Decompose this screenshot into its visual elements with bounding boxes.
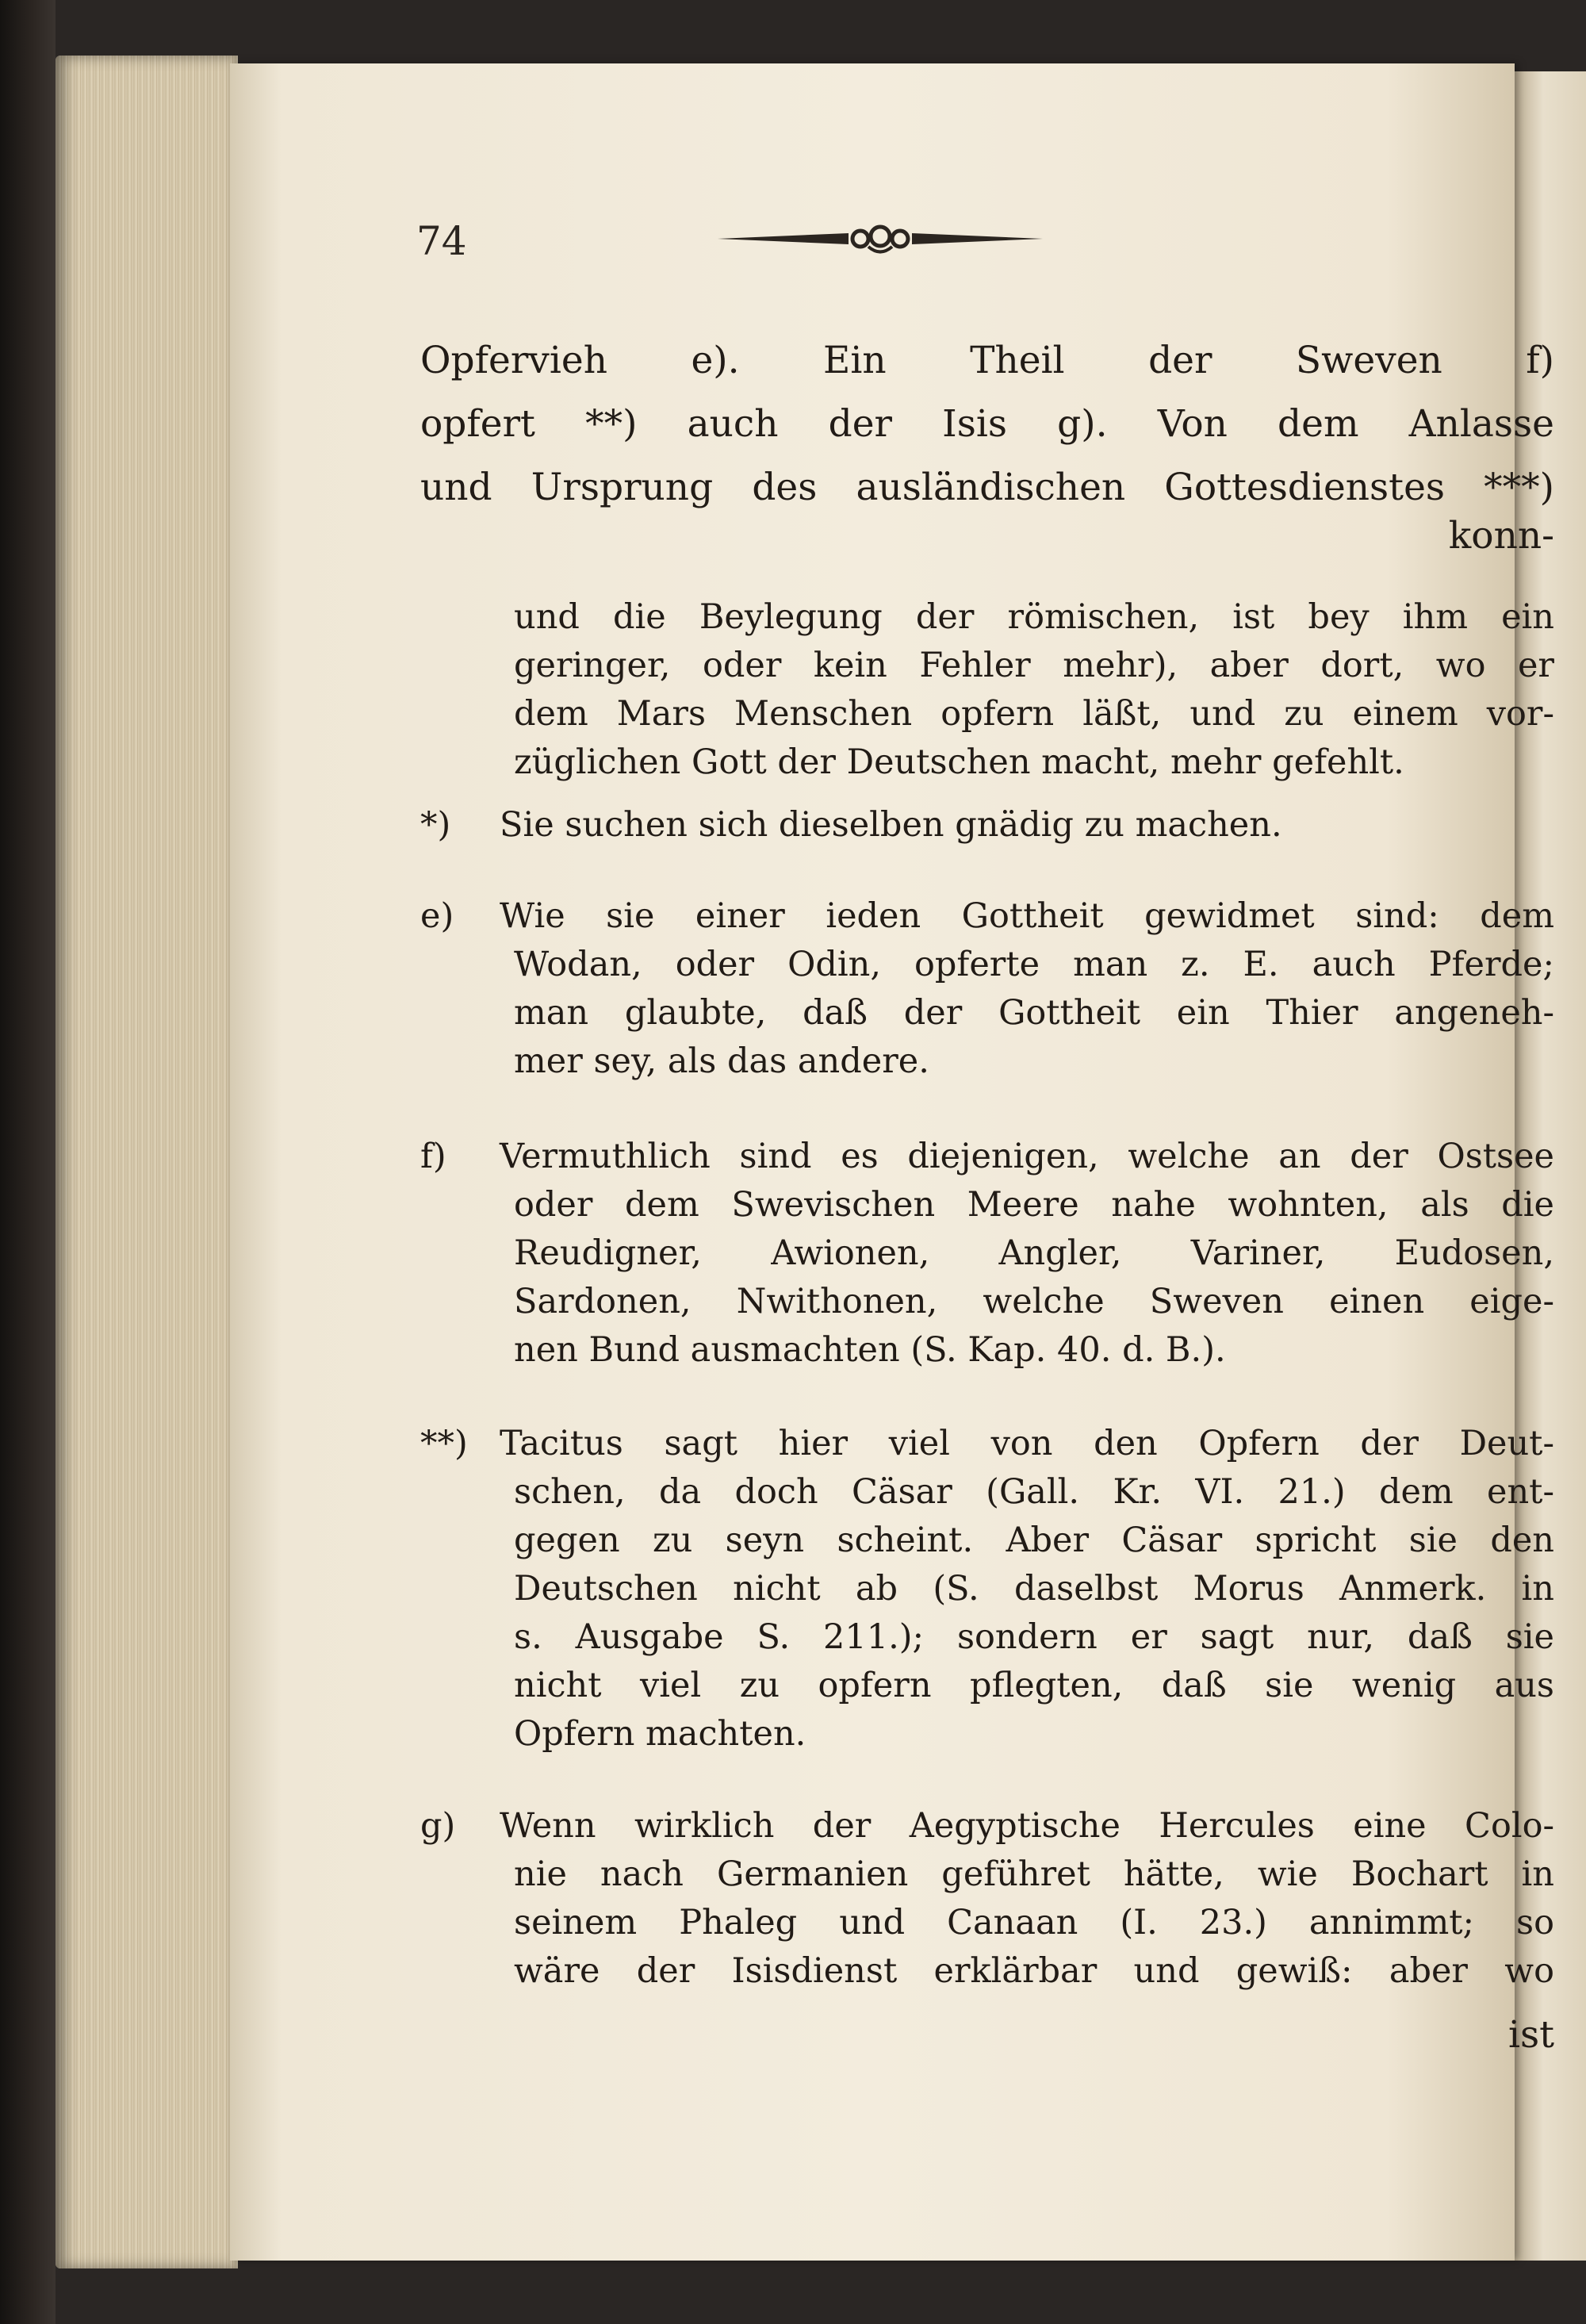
footnote-line: Opfern machten.: [514, 1714, 806, 1754]
footnote-line: Tacitus sagt hier viel von den Opfern der Deut-: [500, 1424, 1554, 1463]
book-spine: [0, 0, 56, 2324]
footnote-f: [420, 1133, 1554, 1375]
main-text: [420, 329, 1554, 520]
footnote-line: schen, da doch Cäsar (Gall. Kr. VI. 21.) dem ent-: [514, 1472, 1554, 1512]
footnote-line: und die Beylegung der römischen, ist bey ihm ein: [514, 597, 1554, 637]
footnote-star: [420, 801, 1554, 849]
footnote-line: nen Bund ausmachten (S. Kap. 40. d. B.).: [514, 1330, 1226, 1370]
footnote-line: mer sey, als das andere.: [514, 1041, 929, 1081]
footnote-line: wäre der Isisdienst erklärbar und gewiß: aber wo: [514, 1951, 1554, 1991]
footnote-line: Wodan, oder Odin, opferte man z. E. auch Pferde;: [514, 945, 1554, 984]
footnote-line: Vermuthlich sind es diejenigen, welche an der Ostsee: [500, 1137, 1554, 1176]
footnote-mark: **): [420, 1424, 468, 1463]
footnote-mark: f): [420, 1137, 446, 1176]
footnote-e: [420, 892, 1554, 1086]
main-line: Opfervieh e). Ein Theil der Sweven f): [420, 339, 1554, 382]
footnote-line: man glaubte, daß der Gottheit ein Thier angeneh-: [514, 993, 1554, 1033]
catchword-bottom: ist: [1507, 2013, 1554, 2057]
footnote-line: Sardonen, Nwithonen, welche Sweven einen eige-: [514, 1282, 1554, 1321]
footnote-line: nicht viel zu opfern pflegten, daß sie wenig aus: [514, 1666, 1554, 1705]
footnote-line: Wie sie einer ieden Gottheit gewidmet sind: dem: [500, 896, 1554, 936]
page-number: 74: [416, 218, 467, 264]
footnote-line: Sie suchen sich dieselben gnädig zu machen.: [500, 805, 1282, 845]
footnote-line: Deutschen nicht ab (S. daselbst Morus Anmerk. in: [514, 1569, 1554, 1609]
footnote-double-star: [420, 1420, 1554, 1758]
footnote-line: gegen zu seyn scheint. Aber Cäsar spricht sie den: [514, 1521, 1554, 1560]
footnote-line: geringer, oder kein Fehler mehr), aber dort, wo er: [514, 646, 1554, 685]
page-edges: [56, 56, 238, 2268]
main-line: opfert **) auch der Isis g). Von dem Anlasse: [420, 402, 1554, 446]
footnote-g: [420, 1802, 1554, 1996]
catchword: konn-: [1448, 514, 1554, 558]
footnote-line: dem Mars Menschen opfern läßt, und zu einem vor-: [514, 694, 1554, 734]
header-ornament: [714, 219, 1047, 259]
footnote-line: seinem Phaleg und Canaan (I. 23.) annimmt; so: [514, 1903, 1554, 1942]
book-page: [230, 63, 1554, 2261]
footnote-continued: [420, 593, 1554, 787]
footnote-line: s. Ausgabe S. 211.); sondern er sagt nur, daß sie: [514, 1617, 1554, 1657]
footnote-line: oder dem Swevischen Meere nahe wohnten, als die: [514, 1185, 1554, 1225]
footnote-mark: e): [420, 896, 454, 936]
footnote-line: nie nach Germanien geführet hätte, wie Bochart in: [514, 1854, 1554, 1894]
footnote-mark: g): [420, 1806, 456, 1846]
footnote-line: Wenn wirklich der Aegyptische Hercules eine Colo-: [500, 1806, 1554, 1846]
footnote-mark: *): [420, 805, 451, 845]
footnote-line: Reudigner, Awionen, Angler, Variner, Eudosen,: [514, 1233, 1554, 1273]
footnote-line: züglichen Gott der Deutschen macht, mehr gefehlt.: [514, 742, 1404, 782]
main-line: und Ursprung des ausländischen Gottesdienstes ***): [420, 466, 1554, 509]
